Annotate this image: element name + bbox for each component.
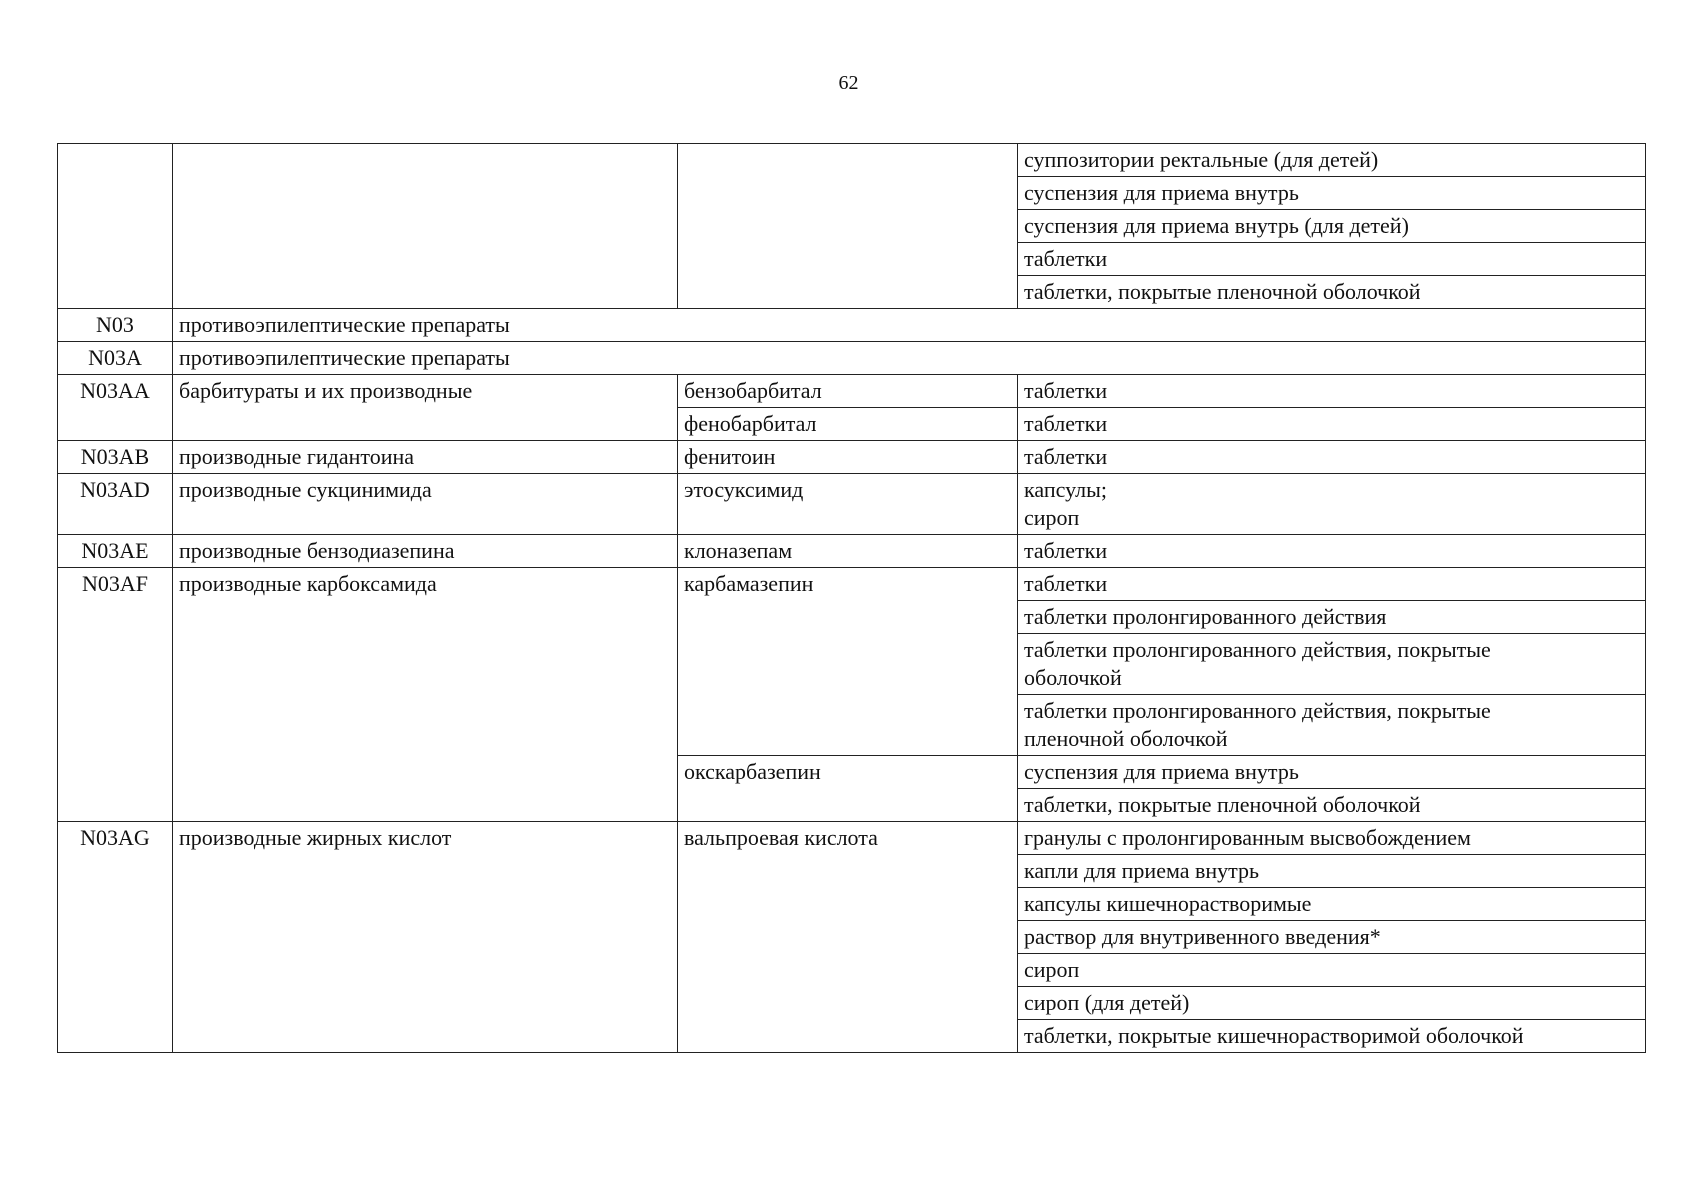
code-cell: N03AB xyxy=(58,441,173,474)
code-cell: N03 xyxy=(58,309,173,342)
table-row xyxy=(58,568,1646,601)
code-cell: N03AG xyxy=(58,822,173,1053)
form-cell: сироп xyxy=(1018,954,1646,987)
code-cell xyxy=(58,144,173,309)
table-row xyxy=(58,822,1646,855)
form-cell: таблетки xyxy=(1018,243,1646,276)
drug-cell: этосуксимид xyxy=(678,474,1018,535)
form-cell: сироп (для детей) xyxy=(1018,987,1646,1020)
table-row xyxy=(58,375,1646,408)
form-cell xyxy=(1018,634,1646,695)
drug-cell: бензобарбитал xyxy=(678,375,1018,408)
page-number: 62 xyxy=(838,72,859,94)
code-cell: N03AA xyxy=(58,375,173,441)
code-cell: N03AD xyxy=(58,474,173,535)
form-cell: таблетки пролонгированного действия xyxy=(1018,601,1646,634)
form-cell: таблетки, покрытые пленочной оболочкой xyxy=(1018,276,1646,309)
code-cell: N03A xyxy=(58,342,173,375)
form-cell: капсулы кишечнорастворимые xyxy=(1018,888,1646,921)
group-cell: барбитураты и их производные xyxy=(173,375,678,441)
group-cell: противоэпилептические препараты xyxy=(173,342,1646,375)
drug-cell xyxy=(678,144,1018,309)
form-cell: таблетки xyxy=(1018,568,1646,601)
medication-table xyxy=(57,143,1646,1053)
form-cell xyxy=(1018,695,1646,756)
form-cell: таблетки xyxy=(1018,441,1646,474)
group-cell: производные гидантоина xyxy=(173,441,678,474)
table-row xyxy=(58,535,1646,568)
drug-cell: клоназепам xyxy=(678,535,1018,568)
code-cell: N03AF xyxy=(58,568,173,822)
form-line: пленочной оболочкой xyxy=(1024,726,1228,751)
drug-cell: фенитоин xyxy=(678,441,1018,474)
table-row xyxy=(58,441,1646,474)
drug-cell: фенобарбитал xyxy=(678,408,1018,441)
form-cell: капли для приема внутрь xyxy=(1018,855,1646,888)
form-line: сироп xyxy=(1024,505,1080,530)
form-line: оболочкой xyxy=(1024,665,1122,690)
table-row xyxy=(58,342,1646,375)
form-cell: суппозитории ректальные (для детей) xyxy=(1018,144,1646,177)
drug-cell: вальпроевая кислота xyxy=(678,822,1018,1053)
group-cell: производные сукцинимида xyxy=(173,474,678,535)
form-cell: таблетки xyxy=(1018,408,1646,441)
form-cell xyxy=(1018,474,1646,535)
form-cell: таблетки, покрытые пленочной оболочкой xyxy=(1018,789,1646,822)
table-row xyxy=(58,309,1646,342)
form-line: таблетки пролонгированного действия, покрытые xyxy=(1024,637,1491,662)
group-cell: производные карбоксамида xyxy=(173,568,678,822)
form-cell: суспензия для приема внутрь xyxy=(1018,177,1646,210)
group-cell xyxy=(173,144,678,309)
group-cell: производные бензодиазепина xyxy=(173,535,678,568)
form-line: таблетки пролонгированного действия, покрытые xyxy=(1024,698,1491,723)
form-cell: раствор для внутривенного введения* xyxy=(1018,921,1646,954)
drug-cell: окскарбазепин xyxy=(678,756,1018,822)
form-cell: суспензия для приема внутрь xyxy=(1018,756,1646,789)
form-cell: гранулы с пролонгированным высвобождением xyxy=(1018,822,1646,855)
table-row xyxy=(58,144,1646,177)
form-cell: таблетки xyxy=(1018,535,1646,568)
form-cell: таблетки xyxy=(1018,375,1646,408)
group-cell: производные жирных кислот xyxy=(173,822,678,1053)
code-cell: N03AE xyxy=(58,535,173,568)
form-cell: таблетки, покрытые кишечнорастворимой оболочкой xyxy=(1018,1020,1646,1053)
form-cell: суспензия для приема внутрь (для детей) xyxy=(1018,210,1646,243)
form-line: капсулы; xyxy=(1024,477,1107,502)
group-cell: противоэпилептические препараты xyxy=(173,309,1646,342)
table-row xyxy=(58,474,1646,535)
drug-cell: карбамазепин xyxy=(678,568,1018,756)
